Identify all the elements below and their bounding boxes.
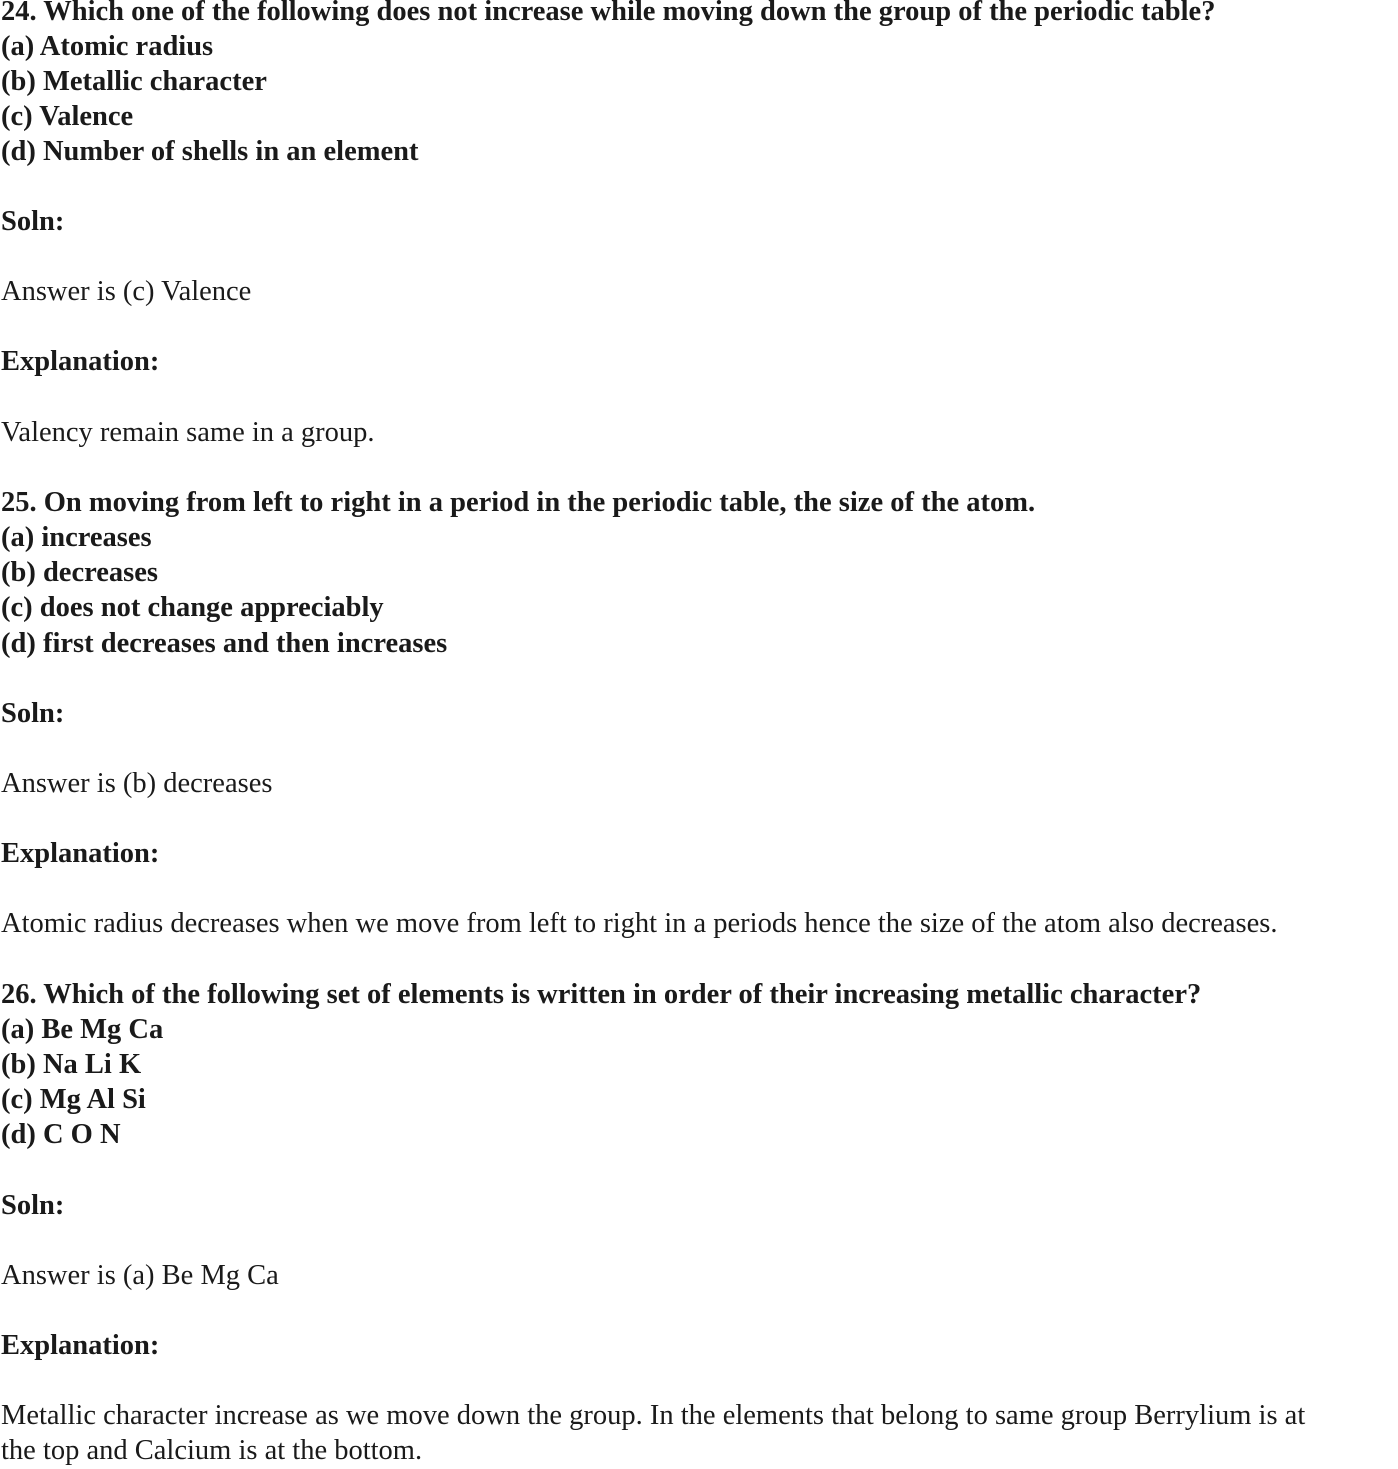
question-text: 25. On moving from left to right in a period in the periodic table, the size of the atom. [1,487,1036,518]
question-text: 24. Which one of the following does not increase while moving down the group of the periodic table? [1,0,1216,27]
option-b: (b) Metallic character [1,66,267,97]
option-a: (a) Atomic radius [1,31,214,62]
soln-label: Soln: [1,206,65,237]
option-d: (d) Number of shells in an element [1,136,419,167]
option-d: (d) C O N [1,1119,121,1150]
explanation-text: Valency remain same in a group. [1,417,375,448]
answer-text: Answer is (c) Valence [1,276,252,307]
option-d: (d) first decreases and then increases [1,628,448,659]
explanation-text-line-2: the top and Calcium is at the bottom. [1,1435,423,1466]
soln-label: Soln: [1,1190,65,1221]
explanation-text-line-1: Metallic character increase as we move down the group. In the elements that belong to same group Berrylium is at [1,1400,1306,1431]
option-c: (c) Valence [1,101,134,132]
option-c: (c) Mg Al Si [1,1084,146,1115]
soln-label: Soln: [1,698,65,729]
answer-text: Answer is (b) decreases [1,768,273,799]
option-c: (c) does not change appreciably [1,592,384,623]
option-b: (b) Na Li K [1,1049,142,1080]
question-text: 26. Which of the following set of elements is written in order of their increasing metallic character? [1,979,1202,1010]
explanation-label: Explanation: [1,838,160,869]
explanation-label: Explanation: [1,346,160,377]
explanation-label: Explanation: [1,1330,160,1361]
option-a: (a) increases [1,522,152,553]
explanation-text: Atomic radius decreases when we move from left to right in a periods hence the size of the atom also decreases. [1,908,1278,939]
option-b: (b) decreases [1,557,158,588]
answer-text: Answer is (a) Be Mg Ca [1,1260,279,1291]
option-a: (a) Be Mg Ca [1,1014,164,1045]
